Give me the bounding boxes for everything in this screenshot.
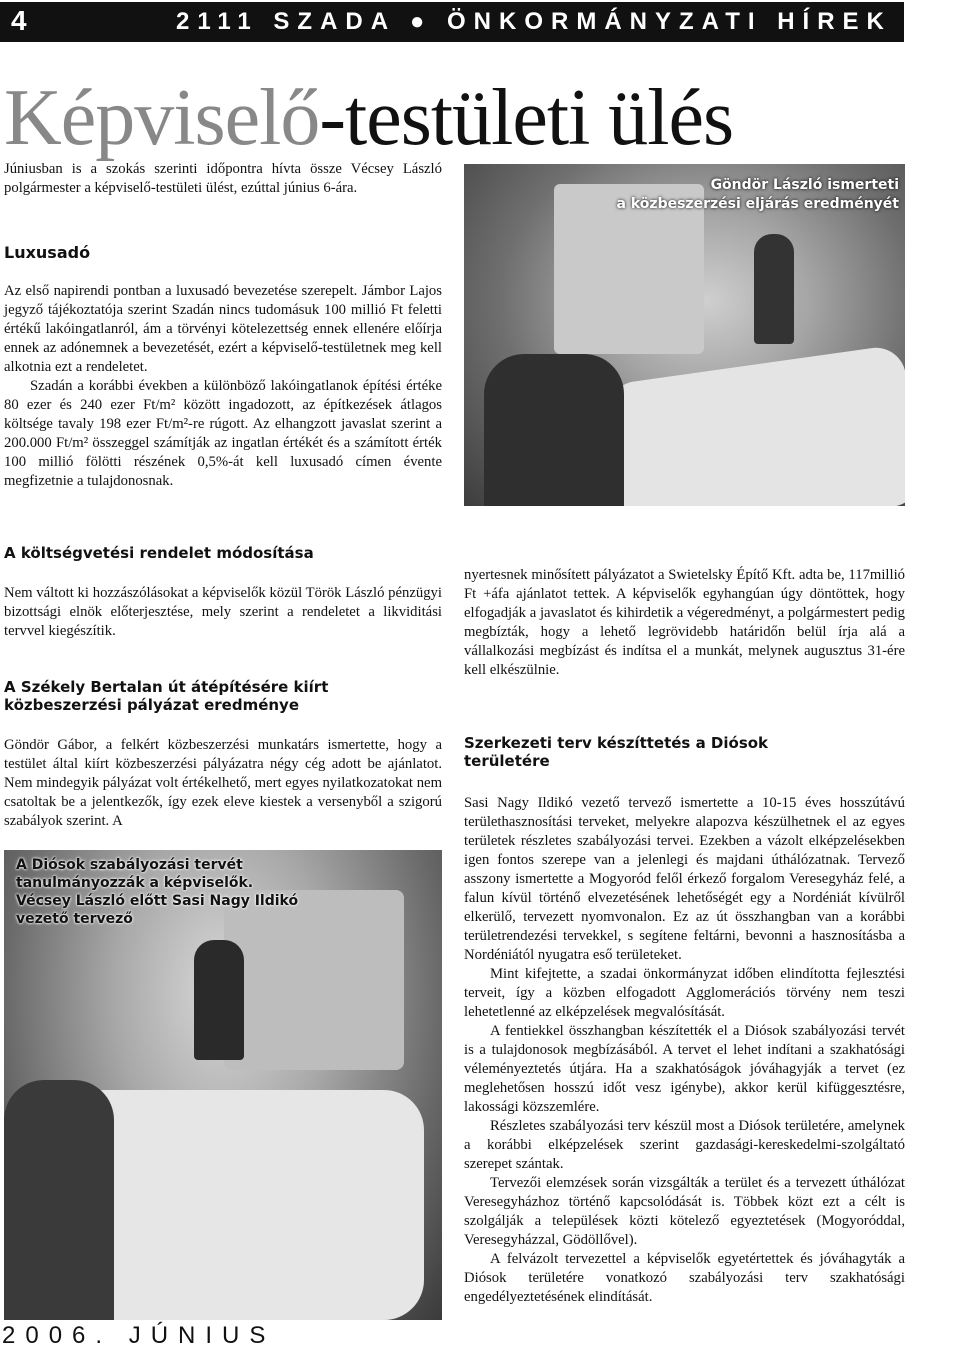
seated-person-shape (484, 354, 624, 506)
photo2-caption (16, 856, 298, 928)
photo2-caption-line2: tanulmányozzák a képviselők. (16, 875, 254, 891)
photo1-caption (617, 176, 899, 214)
running-title: 2111 SZADA ● ÖNKORMÁNYZATI HÍREK (176, 8, 892, 35)
photo2-caption-line3: Vécsey László előtt Sasi Nagy Ildikó (16, 893, 299, 909)
title-rest: -testületi ülés (319, 74, 734, 162)
koltsegvetes-p1: Nem váltott ki hozzászólásokat a képviselők közül Török László pénzügyi bizottsági elnök előterjesztése, mely szerint a rendeletet a likviditási tervvel kiegészítik. (4, 585, 442, 639)
szerkezeti-p2: Mint kifejtette, a szadai önkormányzat időben elindította fejlesztési terveit, így a közben elfogadott Agglomerációs törvény nem teszi lehetetlenné az elképzelések megvalósítását. (464, 966, 905, 1020)
photo1-caption-line2: a közbeszerzési eljárás eredményét (616, 196, 899, 212)
szerkezeti-body (464, 794, 905, 1307)
table-shape (604, 344, 905, 506)
table-shape (64, 1090, 424, 1320)
szekely-heading-line1: A Székely Bertalan út átépítésére kiírt (4, 678, 329, 696)
section-heading-szerkezeti (464, 734, 768, 770)
szerkezeti-p6: A felvázolt tervezettel a képviselők egyetértettek és jóváhagyták a Diósok területére vonatkozó szabályozási terv szakhatósági engedélyeztetésének elindítását. (464, 1251, 905, 1305)
szerkezeti-p4: Részletes szabályozási terv készül most a Diósok területére, amelynek a korábbi elképzelések szerint gazdasági-kereskedelmi-szolgáltató szerepet szántak. (464, 1118, 905, 1172)
szekely-continued (464, 566, 905, 680)
szekely-heading-line2: közbeszerzési pályázat eredménye (4, 696, 300, 714)
szekely-p1: Göndör Gábor, a felkért közbeszerzési munkatárs ismertette, hogy a testület által kiírt közbeszerzési pályázatra négy cég adott be ajánlatot. Nem mindegyik pályázat volt értékelhető, mert egyes nyilatkozatokat nem csatoltak be a jelentkezők, így ezek eleve kiestek a versenyből a szigorú szabályok szerint. A (4, 737, 442, 829)
section-heading-luxusado: Luxusadó (4, 243, 91, 262)
photo2-caption-line4: vezető tervező (16, 911, 133, 927)
szekely-body (4, 736, 442, 831)
luxusado-p2: Szadán a korábbi években a különböző lakóingatlanok építési értéke 80 ezer és 240 ezer Ft/m² között ingadozott, az építkezések átlagos költsége tavaly 198 ezer Ft/m²-re rúgott. Az elhangzott javaslat szerint a 200.000 Ft/m² összeggel számítják az ingatlan értékét és a számított érték 100 millió fölötti részének 0,5%-át kell luxusadó címen évente megfizetnie a tulajdonosnak. (4, 378, 442, 489)
section-heading-koltsegvetes: A költségvetési rendelet módosítása (4, 544, 314, 562)
photo2-caption-line1: A Diósok szabályozási tervét (16, 857, 243, 873)
section-heading-szekely (4, 678, 328, 714)
article-title (4, 74, 733, 162)
luxusado-body (4, 282, 442, 491)
szerkezeti-heading-line1: Szerkezeti terv készíttetés a Diósok (464, 734, 769, 752)
intro-paragraph (4, 160, 442, 198)
szekely-continued-text: nyertesnek minősített pályázatot a Swietelsky Építő Kft. adta be, 117millió Ft +áfa ajánlatot tettek. A képviselők egyhangúan úgy döntöttek, hogy elfogadják a javaslatot és kihirdetik a végeredményt, a polgármestert pedig megbízták, hogy a lehető legrövidebb határidőn belül írja alá a vállalkozási megbízást és indítsa el a munkát, melynek augusztus 31-ére kell elkészülnie. (464, 567, 905, 678)
page-number: 4 (11, 5, 27, 36)
meeting-photo-2 (4, 850, 442, 1320)
standing-person-shape (754, 234, 794, 344)
szerkezeti-p5: Tervezői elemzések során vizsgálták a terület és a tervezett úthálózat Veresegyházhoz történő kapcsolódását is. Többek közt ezt a célt is szolgálják a települések közti kötelező egyeztetések (Mogyoróddal, Veresegyházzal, Gödöllővel). (464, 1175, 905, 1248)
intro-text: Júniusban is a szokás szerinti időpontra hívta össze Vécsey László polgármester a képviselő-testületi ülést, ezúttal június 6-ára. (4, 161, 442, 196)
szerkezeti-p1: Sasi Nagy Ildikó vezető tervező ismertette a 10-15 éves hosszútávú területhasznosítási terveket, melyekre alapozva készülhetnek el az egyes területek részletes szabályozási tervei. Ezekben a vázolt elképzelésekben igen fontos szerepe van a jelenlegi és majdani úthálózatnak. Tervező asszony ismertette a Mogyoród felől érkező forgalom Veresegyház felé, a falun kívül történő elvezetésének lehetőségét egy a Nordéniát kívülről elkerülő, tervezett nyomvonalon. Ez az út összhangban van a korábbi területrendezési tervekkel, s segítene feltárni, bevonni a hasznosításba a Nordéniától nyugatra eső területeket. (464, 795, 905, 963)
standing-person-shape (194, 940, 244, 1060)
szerkezeti-heading-line2: területére (464, 752, 550, 770)
szerkezeti-p3: A fentiekkel összhangban készítették el a Diósok szabályozási tervét is a tulajdonosok megbízásából. A tervet el lehet indítani a szakhatósági véleményeztetés útjára. Ha a szakhatóságok jóváhagyják a tervet (ez meglehetősen hosszú időt vesz igénybe), akkor kerül kifüggesztésre, lakossági közszemlére. (464, 1023, 905, 1115)
photo1-caption-line1: Göndör László ismerteti (710, 177, 899, 193)
meeting-photo-1 (464, 164, 905, 506)
luxusado-p1: Az első napirendi pontban a luxusadó bevezetése szerepelt. Jámbor Lajos jegyző tájékoztatója szerint Szadán nincs tudomásuk 100 millió Ft feletti értékű lakóingatlanról, ám a törvényi kötelezettség ennek ellenére előírja ennek az adónemnek a bevezetését, ezért a képviselő-testületnek meg kell alkotnia ezt a rendeletet. (4, 283, 442, 375)
title-accent: Képviselő (4, 74, 320, 162)
seated-person-shape (4, 1080, 114, 1320)
page-header (0, 2, 904, 42)
page-footer-date: 2006. JÚNIUS (2, 1322, 276, 1349)
koltsegvetes-body (4, 584, 442, 641)
